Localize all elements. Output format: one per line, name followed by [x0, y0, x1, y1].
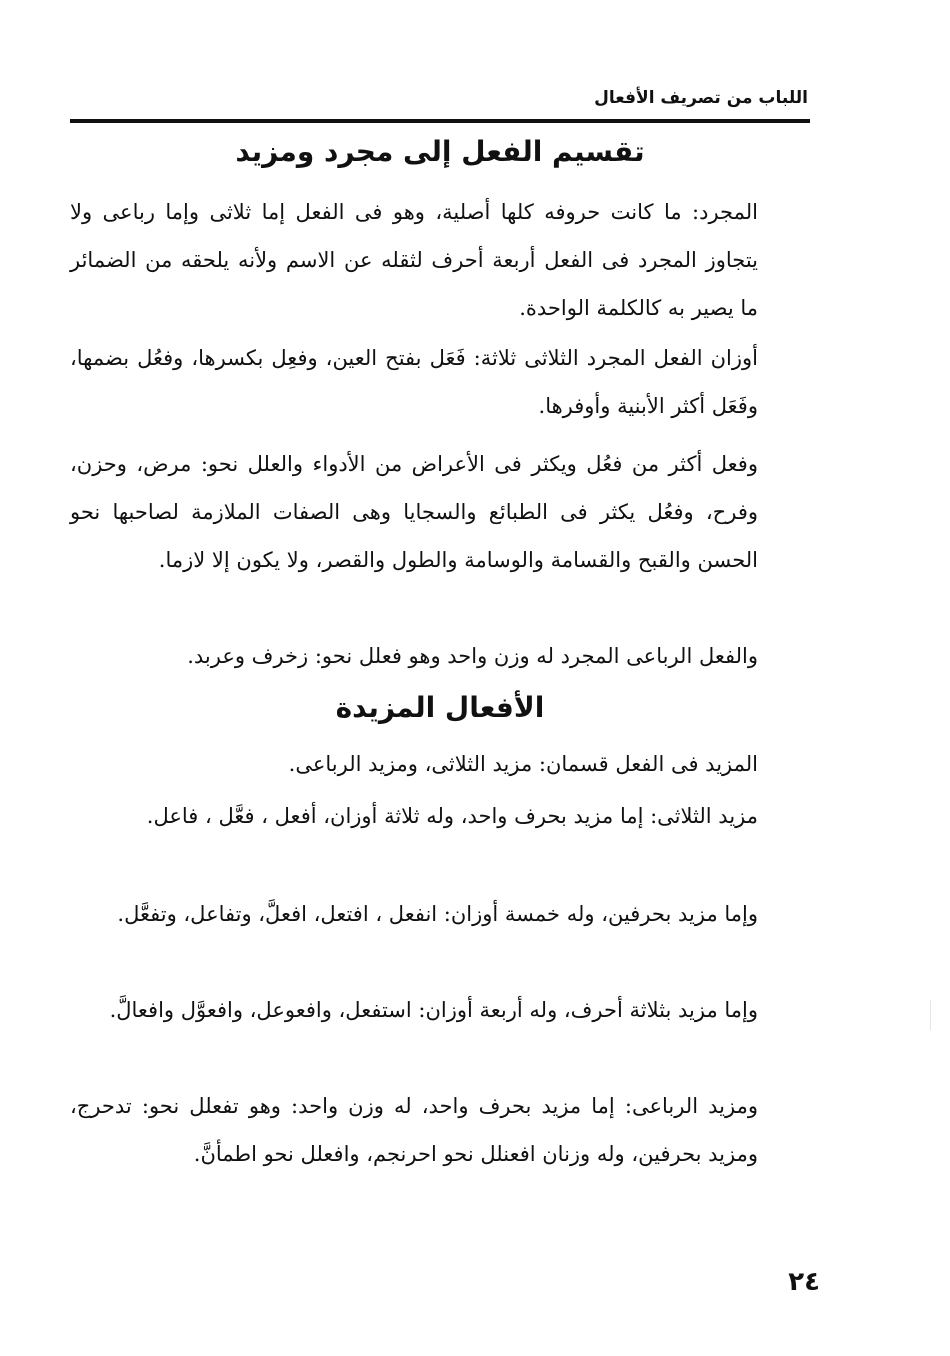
- paragraph-text: ومزيد الرباعى: إما مزيد بحرف واحد، له وزن واحد: وهو تفعلل نحو: تدحرج، ومزيد بحرفين، وله وزنان افعنلل نحو احرنجم، وافعلل نحو اطمأنَّ.: [70, 1094, 758, 1166]
- section-title-augmented: الأفعال المزيدة: [335, 691, 545, 724]
- header-rule: [70, 119, 810, 123]
- paragraph-text: وفعل أكثر من فعُل ويكثر فى الأعراض من الأدواء والعلل نحو: مرض، وحزن، وفرح، وفعُل يكثر فى الطبائع والسجايا وهى الصفات الملازمة لصاحبها نحو الحسن والقبح والقسامة والوسامة والطول والقصر، ولا يكون إلا لازما.: [70, 452, 758, 572]
- page-number: ٢٤: [788, 1267, 820, 1297]
- paragraph-text: المجرد: ما كانت حروفه كلها أصلية، وهو فى الفعل إما ثلاثى وإما رباعى ولا يتجاوز المجرد فى الفعل أربعة أحرف لثقله عن الاسم ولأنه يلحقه من الضمائر ما يصير به كالكلمة الواحدة.: [70, 200, 758, 320]
- paragraph-text: مزيد الثلاثى: إما مزيد بحرف واحد، وله ثلاثة أوزان، أفعل ، فعَّل ، فاعل.: [146, 804, 758, 828]
- paragraph-text: أوزان الفعل المجرد الثلاثى ثلاثة: فَعَل بفتح العين، وفعِل بكسرها، وفعُل بضمها، وفَعَل أكثر الأبنية وأوفرها.: [70, 346, 758, 418]
- paragraph-mujarrad-definition: [70, 188, 810, 332]
- paragraph-three-letter-augment: [70, 986, 810, 1034]
- paragraph-text: وإما مزيد بحرفين، وله خمسة أوزان: انفعل ، افتعل، افعلَّ، وتفاعل، وتفعَّل.: [117, 902, 758, 926]
- paragraph-augmented-types: المزيد فى الفعل قسمان: مزيد الثلاثى، ومزيد الرباعى.: [288, 752, 758, 776]
- paragraph-one-letter-augment: [70, 792, 810, 840]
- paragraph-text: وإما مزيد بثلاثة أحرف، وله أربعة أوزان: استفعل، وافعوعل، وافعوَّل وافعالَّ.: [109, 998, 758, 1022]
- paragraph-triliteral-measures: [70, 334, 810, 430]
- running-header: اللباب من تصريف الأفعال: [594, 88, 808, 108]
- paragraph-quadriliteral-augment: [70, 1082, 810, 1178]
- paragraph-two-letter-augment: [70, 890, 810, 938]
- section-title-division: تقسيم الفعل إلى مجرد ومزيد: [235, 135, 645, 168]
- margin-mark: [930, 1000, 931, 1030]
- paragraph-quadriliteral-measure: والفعل الرباعى المجرد له وزن واحد وهو فعلل نحو: زخرف وعربد.: [187, 644, 758, 668]
- paragraph-fail-usage: [70, 440, 810, 584]
